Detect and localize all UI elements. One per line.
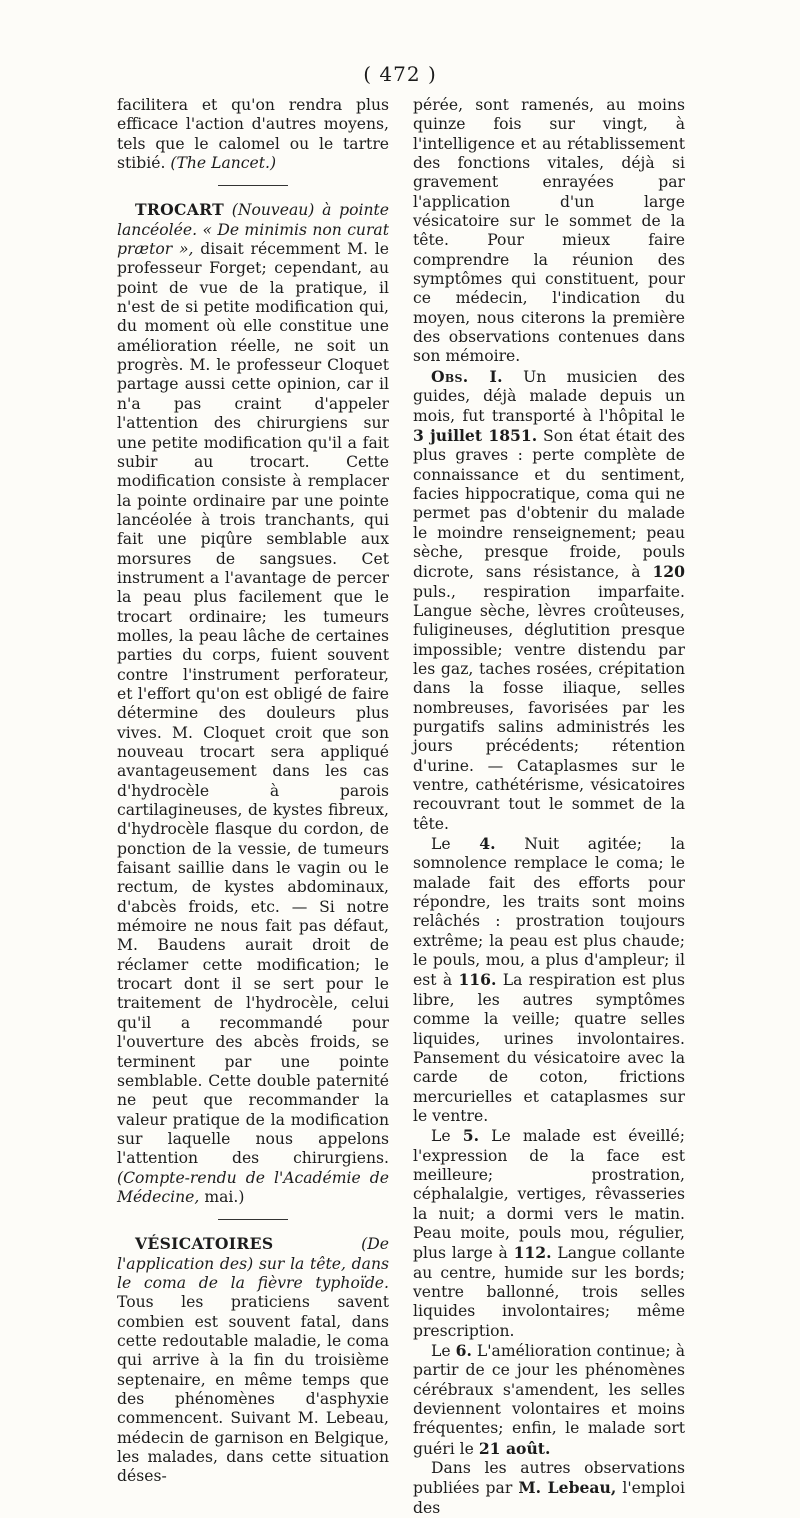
trocart-article: TROCART (Nouveau) à pointe lancéolée. « De minimis non curat prætor », disait récemment M. le professeur Forget; cependant, au point de vue de la pratique, il n'est de si petite modification qui, du moment où elle constitue une amélioration réelle, ne soit un progrès. M. le professeur Cloquet partage aussi cette opinion, car il n'a pas craint d'appeler l'attention des chirurgiens sur une petite modification qu'il a fait subir au trocart. Cette modification consiste à remplacer la pointe ordinaire par une pointe lancéolée à trois tranchants, qui fait une piqûre semblable aux morsures de sangsues. Cet instrument a l'avantage de percer la peau plus facilement que le trocart ordinaire; les tumeurs molles, la peau lâche de certaines parties du corps, fuient souvent contre l'instrument perforateur, et l'effort qu'on est obligé de faire détermine des douleurs plus vives. M. Cloquet croit que son nouveau trocart sera appliqué avantageusement dans les cas d'hydrocèle à parois cartilagineuses, de kystes fibreux, d'hydrocèle flasque du cordon, de ponction de la vessie, de tumeurs faisant saillie dans le vagin ou le rectum, de kystes abdominaux, d'abcès froids, etc. — Si notre mémoire ne nous fait pas défaut, M. Baudens aurait droit de réclamer cette modification; le trocart dont il se sert pour le traitement de l'hydrocèle, celui qu'il a recommandé pour l'ouverture des abcès froids, se terminent par une pointe semblable. Cette double paternité ne peut que recommander la valeur pratique de la modification sur laquelle nous appelons l'attention des chirurgiens. (Compte-rendu de l'Académie de Médecine, mai.): [117, 200, 389, 1206]
closing-paragraph: Dans les autres observations publiées par M. Lebeau, l'emploi des: [413, 1459, 686, 1517]
observation-label: Obs. I.: [431, 366, 503, 386]
day-5-paragraph: Le 5. Le malade est éveillé; l'expression de la face est meilleure; prostration, céphalalgie, vertiges, rêvasseries la nuit; a dormi vers le matin. Peau moite, pouls mou, régulier, plus large à 112. Langue collante au centre, humide sur les bords; ventre ballonné, trois selles liquides involontaires; même prescription.: [413, 1126, 685, 1340]
page-number: ( 472 ): [363, 62, 437, 86]
left-column: [117, 96, 389, 1487]
day-4-paragraph: Le 4. Nuit agitée; la somnolence remplace le coma; le malade fait des efforts pour répondre, les traits sont moins relâchés : prostration toujours extrême; la peau est plus chaude; le pouls, mou, a plus d'ampleur; il est à 116. La respiration est plus libre, les autres symptômes comme la veille; quatre selles liquides, urines involontaires. Pansement du vésicatoire avec la carde de coton, frictions mercurielles et cataplasmes sur le ventre.: [413, 834, 685, 1125]
trocart-heading: TROCART: [135, 200, 225, 220]
trocart-subtitle: (Nouveau) à pointe lancéolée. « De minimis non curat prætor »,: [117, 201, 389, 259]
intro-source: (The Lancet.): [170, 154, 277, 173]
trocart-body: disait récemment M. le professeur Forget; cependant, au point de vue de la pratique, il n'est de si petite modification qui, du moment où elle constitue une amélioration réelle, ne soit un progrès. M. le professeur Cloquet partage aussi cette opinion, car il n'a pas craint d'appeler l'attention des chirurgiens sur une petite modification qu'il a fait subir au trocart. Cette modification consiste à remplacer la pointe ordinaire par une pointe lancéolée à trois tranchants, qui fait une piqûre semblable aux morsures de sangsues. Cet instrument a l'avantage de percer la peau plus facilement que le trocart ordinaire; les tumeurs molles, la peau lâche de certaines parties du corps, fuient souvent contre l'instrument perforateur, et l'effort qu'on est obligé de faire détermine des douleurs plus vives. M. Cloquet croit que son nouveau trocart sera appliqué avantageusement dans les cas d'hydrocèle à parois cartilagineuses, de kystes fibreux, d'hydrocèle flasque du cordon, de ponction de la vessie, de tumeurs faisant saillie dans le vagin ou le rectum, de kystes abdominaux, d'abcès froids, etc. — Si notre mémoire ne nous fait pas défaut, M. Baudens aurait droit de réclamer cette modification; le trocart dont il se sert pour le traitement de l'hydrocèle, celui qu'il a recommandé pour l'ouverture des abcès froids, se terminent par une pointe semblable. Cette double paternité ne peut que recommander la valeur pratique de la modification sur laquelle nous appelons l'attention des chirurgiens.: [117, 240, 389, 1168]
vesicatoires-body: Tous les praticiens savent combien est souvent fatal, dans cette redoutable maladie, le coma qui arrive à la fin du troisième septenaire, en même temps que des phénomènes d'asphyxie commencent. Suivant M. Lebeau, médecin de garnison en Belgique, les malades, dans cette situation déses-: [117, 1293, 389, 1486]
trocart-source: (Compte-rendu de l'Académie de Médecine,: [117, 1168, 389, 1206]
vesicatoires-article: [117, 1234, 389, 1486]
continuation-paragraph: pérée, sont ramenés, au moins quinze fois sur vingt, à l'intelligence et au rétablissement des fonctions vitales, déjà si gravement enrayées par l'application d'un large vésicatoire sur le sommet de la tête. Pour mieux faire comprendre la réunion des symptômes qui constituent, pour ce médecin, l'indication du moyen, nous citerons la première des observations contenues dans son mémoire.: [413, 96, 685, 366]
section-divider: [218, 185, 288, 186]
vesicatoires-heading: VÉSICATOIRES: [135, 1234, 274, 1254]
section-divider: [218, 1219, 288, 1220]
vesicatoires-subtitle: (De l'application des) sur la tête, dans le coma de la fièvre typhoïde.: [117, 1235, 389, 1292]
intro-paragraph: facilitera et qu'on rendra plus efficace l'action d'autres moyens, tels que le calomel ou le tartre stibié. (The Lancet.): [117, 96, 389, 173]
day-6-paragraph: Le 6. L'amélioration continue; à partir de ce jour les phénomènes cérébraux s'amendent, les selles deviennent volontaires et moins fréquentes; enfin, le malade sort guéri le 21 août.: [413, 1341, 685, 1458]
right-column: [413, 96, 685, 1518]
observation-paragraph: Obs. I. Un musicien des guides, déjà malade depuis un mois, fut transporté à l'hôpital le 3 juillet 1851. Son état était des plus graves : perte complète de connaissance et du sentiment, facies hippocratique, coma qui ne permet pas d'obtenir du malade le moindre renseignement; peau sèche, presque froide, pouls dicrote, sans résistance, à 120 puls., respiration imparfaite. Langue sèche, lèvres croûteuses, fuligineuses, déglutition presque impossible; ventre distendu par les gaz, taches rosées, crépitation dans la fosse iliaque, selles nombreuses, favorisées par les purgatifs salins administrés les jours précédents; rétention d'urine. — Cataplasmes sur le ventre, cathétérisme, vésicatoires recouvrant tout le sommet de la tête.: [413, 366, 685, 833]
